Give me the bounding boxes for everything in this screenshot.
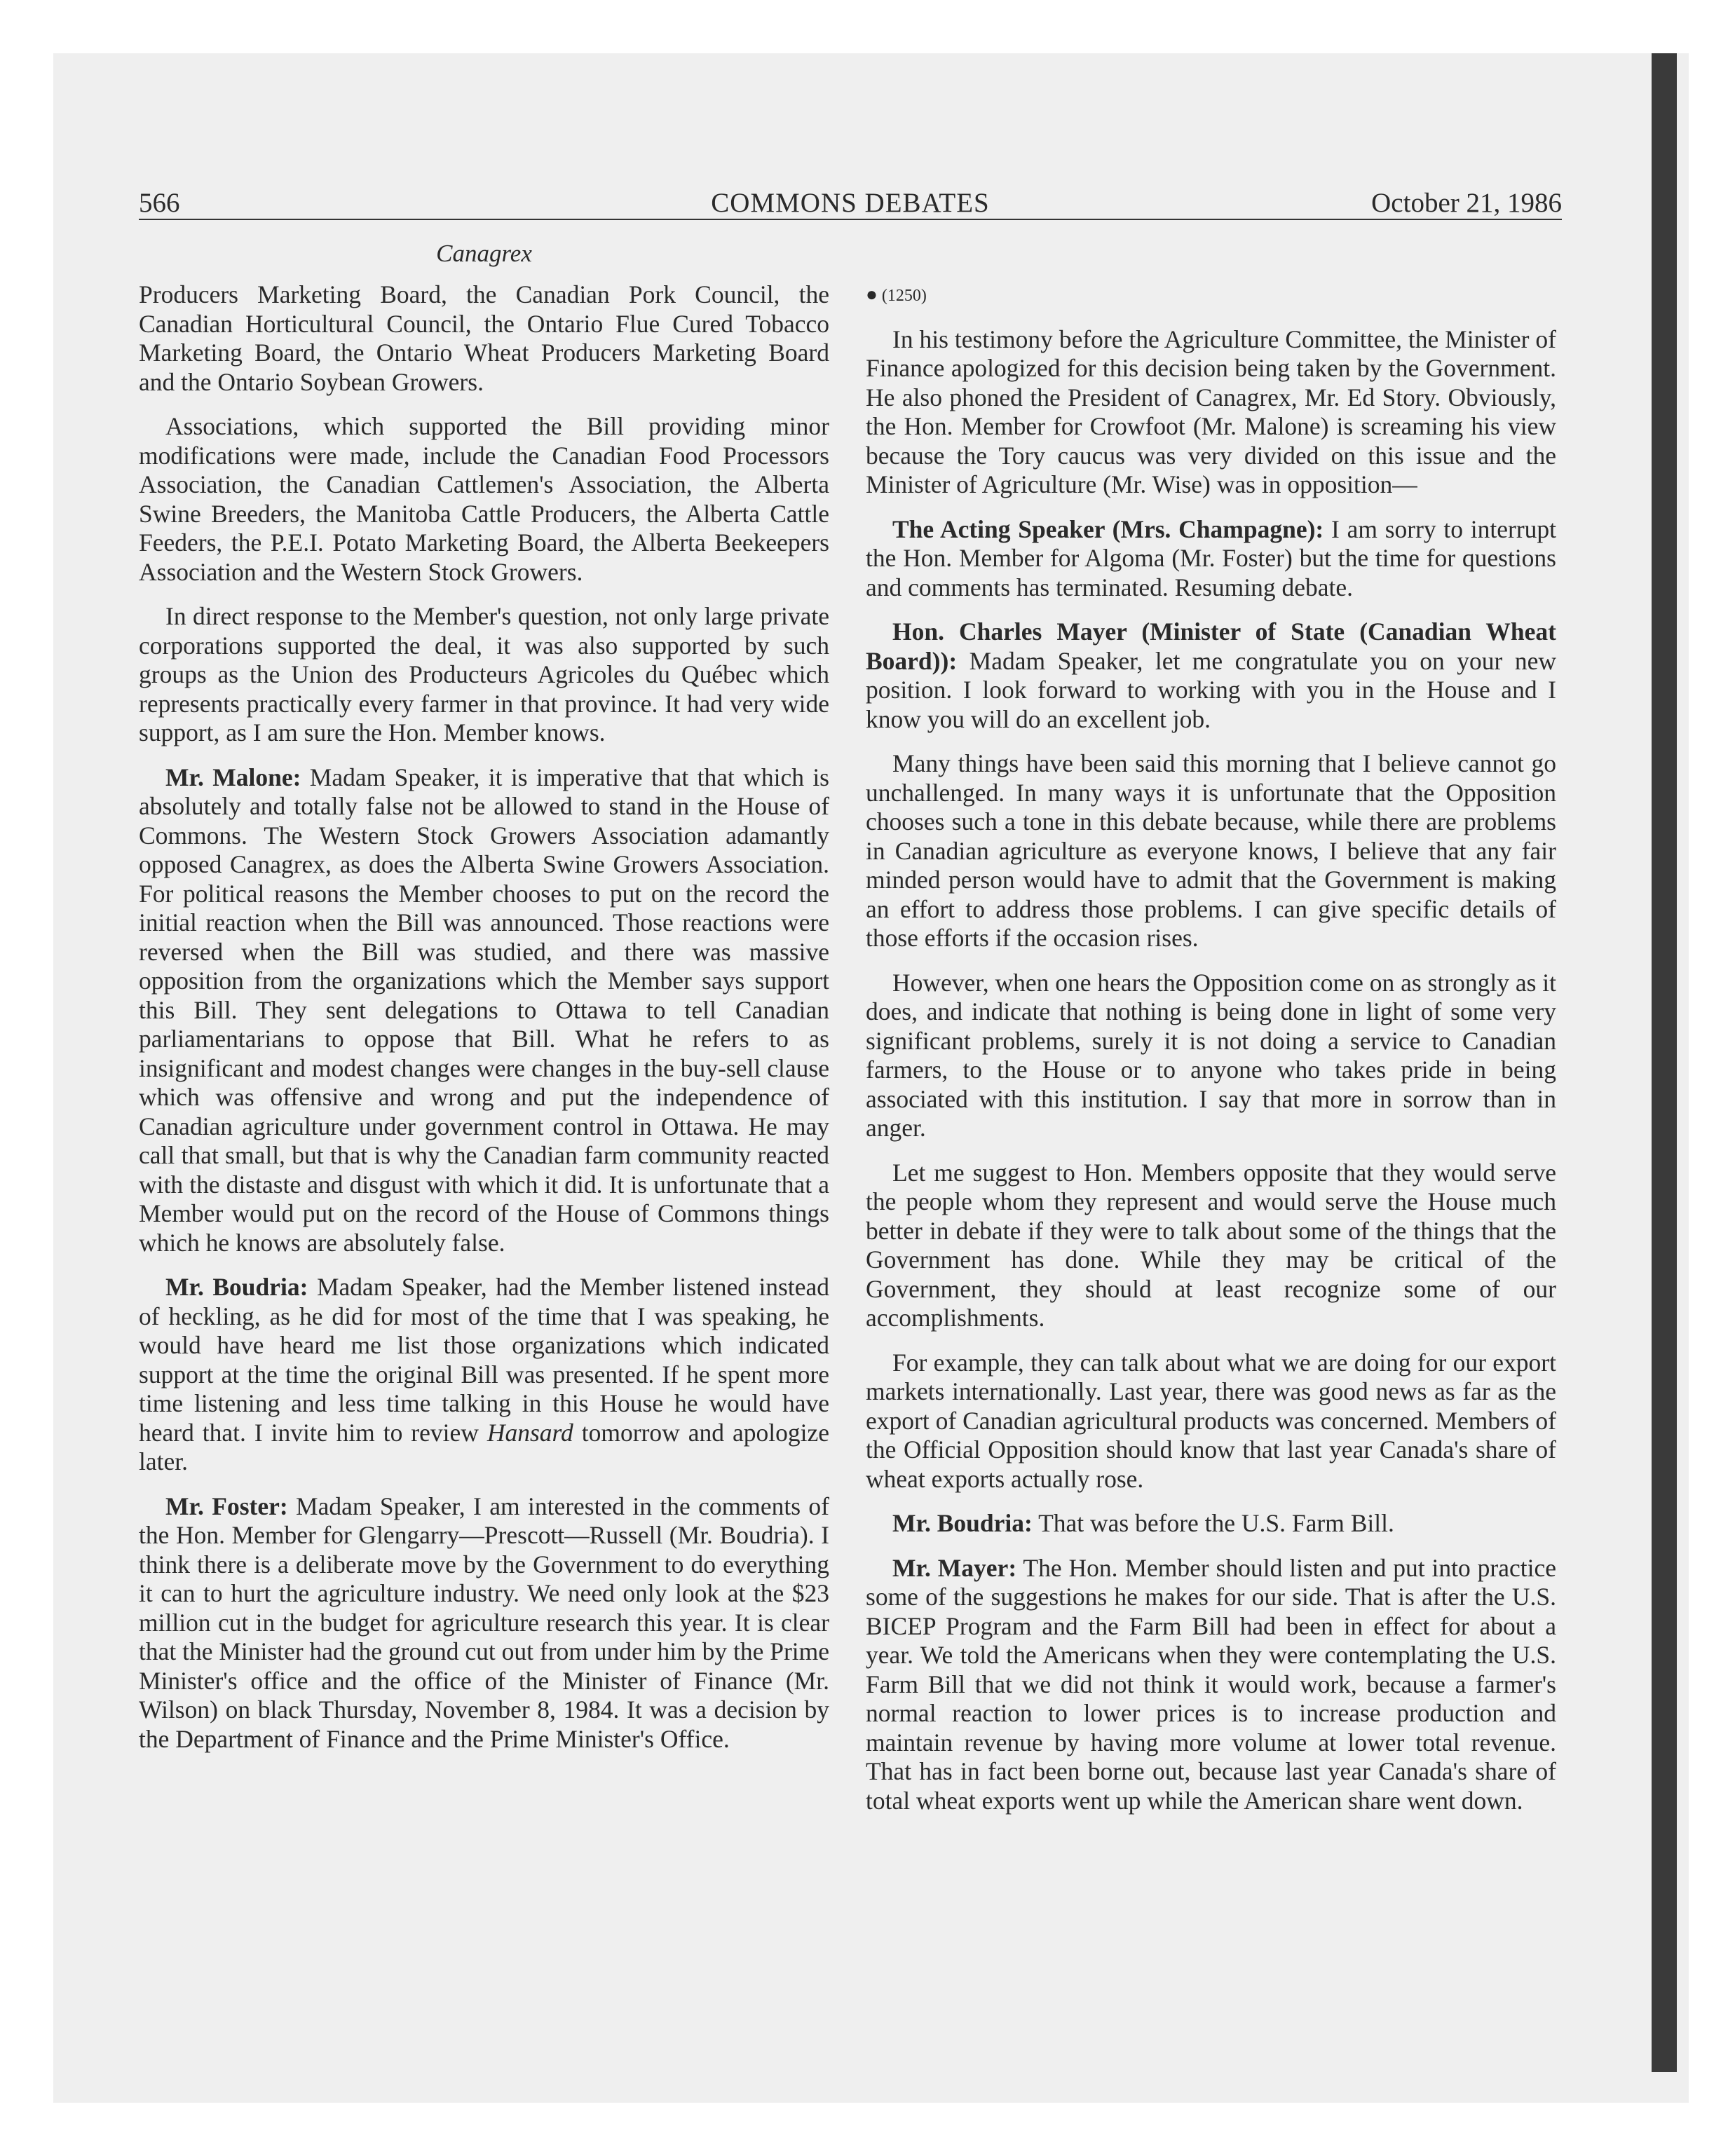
paragraph: Associations, which supported the Bill providing minor modifications were made, include the Canadian Food Processors Association, the Canadian Cattlemen's Association, the Alberta Swine Breeders, the Manitoba Cattle Producers, the Alberta Cattle Feeders, the P.E.I. Potato Marketing Board, the Alberta Beekeepers Association and the Western Stock Growers.: [139, 412, 829, 586]
speaker-name: Mr. Mayer:: [892, 1553, 1017, 1582]
speech-text: Madam Speaker, had the Member listened instead of heckling, as he did for most of the time that I was speaking, he would have heard me list those organizations which indicated support at the time the original Bill was presented. If he spent more time listening and less time talking in this House he would have heard that. I invite him to review: [139, 1273, 829, 1447]
paragraph: Producers Marketing Board, the Canadian Pork Council, the Canadian Horticultural Council, the Ontario Flue Cured Tobacco Marketing Board, the Ontario Wheat Producers Marketing Board and the Ontario Soybean Growers.: [139, 280, 829, 396]
page-header: [139, 186, 1562, 220]
time-marker: [866, 280, 1556, 310]
speaker-name: Mr. Malone:: [165, 763, 301, 791]
speech-text: That was before the U.S. Farm Bill.: [1032, 1509, 1394, 1537]
speech-text: The Hon. Member should listen and put into practice some of the suggestions he makes for our side. That is after the U.S. BICEP Program and the Farm Bill had been in effect for about a year. We told the Americans when they were contemplating the U.S. Farm Bill that we did not think it would work, because a farmer's normal reaction to lower prices is to increase production and maintain revenue by having more volume at lower total revenue. That has in fact been borne out, because last year Canada's share of total wheat exports went up while the American share went down.: [866, 1553, 1556, 1815]
header-rule: [139, 219, 1562, 220]
page-number: 566: [139, 188, 180, 218]
italic-reference: Hansard: [487, 1418, 573, 1447]
speaker-name: Mr. Boudria:: [892, 1509, 1033, 1537]
speech-paragraph: [139, 1273, 829, 1477]
publication-date: October 21, 1986: [1371, 188, 1562, 218]
speech-text: Madam Speaker, let me congratulate you on your new position. I look forward to working with you in the House and I know you will do an excellent job.: [866, 646, 1556, 733]
time-marker-text: (1250): [881, 287, 927, 305]
paragraph: Let me suggest to Hon. Members opposite that they would serve the people whom they represent and would serve the House much better in debate if they were to talk about some of the things that the Government has done. While they may be critical of the Government, they should at least recognize some of our accomplishments.: [866, 1158, 1556, 1332]
speech-paragraph: [866, 1554, 1556, 1816]
left-column: [139, 280, 829, 1769]
bullet-icon: ●: [866, 284, 878, 306]
speech-paragraph: [139, 1492, 829, 1754]
paragraph: However, when one hears the Opposition come on as strongly as it does, and indicate that nothing is being done in light of some very significant problems, surely it is not doing a service to Canadian farmers, to the House or to anyone who takes pride in being associated with this institution. I say that more in sorrow than in anger.: [866, 968, 1557, 1142]
speech-paragraph: [866, 618, 1556, 734]
speech-text: Madam Speaker, I am interested in the comments of the Hon. Member for Glengarry—Prescott—Russell (Mr. Boudria). I think there is a deliberate move by the Government to do everything it can to hurt the agriculture industry. We need only look at the $23 million cut in the budget for agriculture research this year. It is clear that the Minister had the ground cut out from under him by the Prime Minister's office and the office of the Minister of Finance (Mr. Wilson) on black Thursday, November 8, 1984. It was a decision by the Department of Finance and the Prime Minister's Office.: [139, 1492, 829, 1753]
speech-paragraph: [866, 1509, 1556, 1538]
publication-title: COMMONS DEBATES: [711, 188, 990, 218]
speech-text: I am sorry to interrupt the Hon. Member for Algoma (Mr. Foster) but the time for questions and comments has terminated. Resuming debate.: [866, 514, 1557, 601]
paragraph: In direct response to the Member's question, not only large private corporations supported the deal, it was also supported by such groups as the Union des Producteurs Agricoles du Québec which represents practically every farmer in that province. It had very wide support, as I am sure the Hon. Member knows.: [139, 602, 829, 746]
scan-edge-shadow: [1652, 53, 1677, 2072]
speaker-name: Mr. Boudria:: [165, 1273, 308, 1301]
speech-paragraph: [866, 515, 1556, 603]
paragraph: Many things have been said this morning that I believe cannot go unchallenged. In many ways it is unfortunate that the Opposition chooses such a tone in this debate because, while there are problems in Canadian agriculture as everyone knows, I believe that any fair minded person would have to admit that the Government is making an effort to address those problems. I can give specific details of those efforts if the occasion rises.: [866, 749, 1556, 952]
speaker-name: The Acting Speaker (Mrs. Champagne):: [892, 514, 1324, 543]
right-column: [866, 280, 1556, 1831]
speech-paragraph: [139, 763, 829, 1258]
speech-text: Madam Speaker, it is imperative that that which is absolutely and totally false not be allowed to stand in the House of Commons. The Western Stock Growers Association adamantly opposed Canagrex, as does the Alberta Swine Growers Association. For political reasons the Member chooses to put on the record the initial reaction when the Bill was announced. Those reactions were reversed when the Bill was studied, and there was massive opposition from the organizations which the Member says support this Bill. They sent delegations to Ottawa to tell Canadian parliamentarians to oppose that Bill. What he refers to as insignificant and modest changes were changes in the buy-sell clause which was offensive and wrong and put the independence of Canadian agriculture under government control in Ottawa. He may call that small, but that is why the Canadian farm community reacted with the distaste and disgust with which it did. It is unfortunate that a Member would put on the record of the House of Commons things which he knows are absolutely false.: [139, 763, 829, 1257]
running-head: Canagrex: [436, 240, 532, 267]
speaker-name: Hon. Charles Mayer (Minister of State (Canadian Wheat Board)):: [866, 618, 1556, 675]
paragraph: In his testimony before the Agriculture Committee, the Minister of Finance apologized for this decision being taken by the Government. He also phoned the President of Canagrex, Mr. Ed Story. Obviously, the Hon. Member for Crowfoot (Mr. Malone) is screaming his view because the Tory caucus was very divided on this issue and the Minister of Agriculture (Mr. Wise) was in opposition—: [866, 325, 1556, 498]
speaker-name: Mr. Foster:: [165, 1492, 288, 1520]
speech-text: tomorrow and apologize later.: [139, 1418, 829, 1475]
paragraph: For example, they can talk about what we are doing for our export markets internationally. Last year, there was good news as far as the export of Canadian agricultural products was concerned. Members of the Official Opposition should know that last year Canada's share of wheat exports actually rose.: [866, 1348, 1556, 1493]
